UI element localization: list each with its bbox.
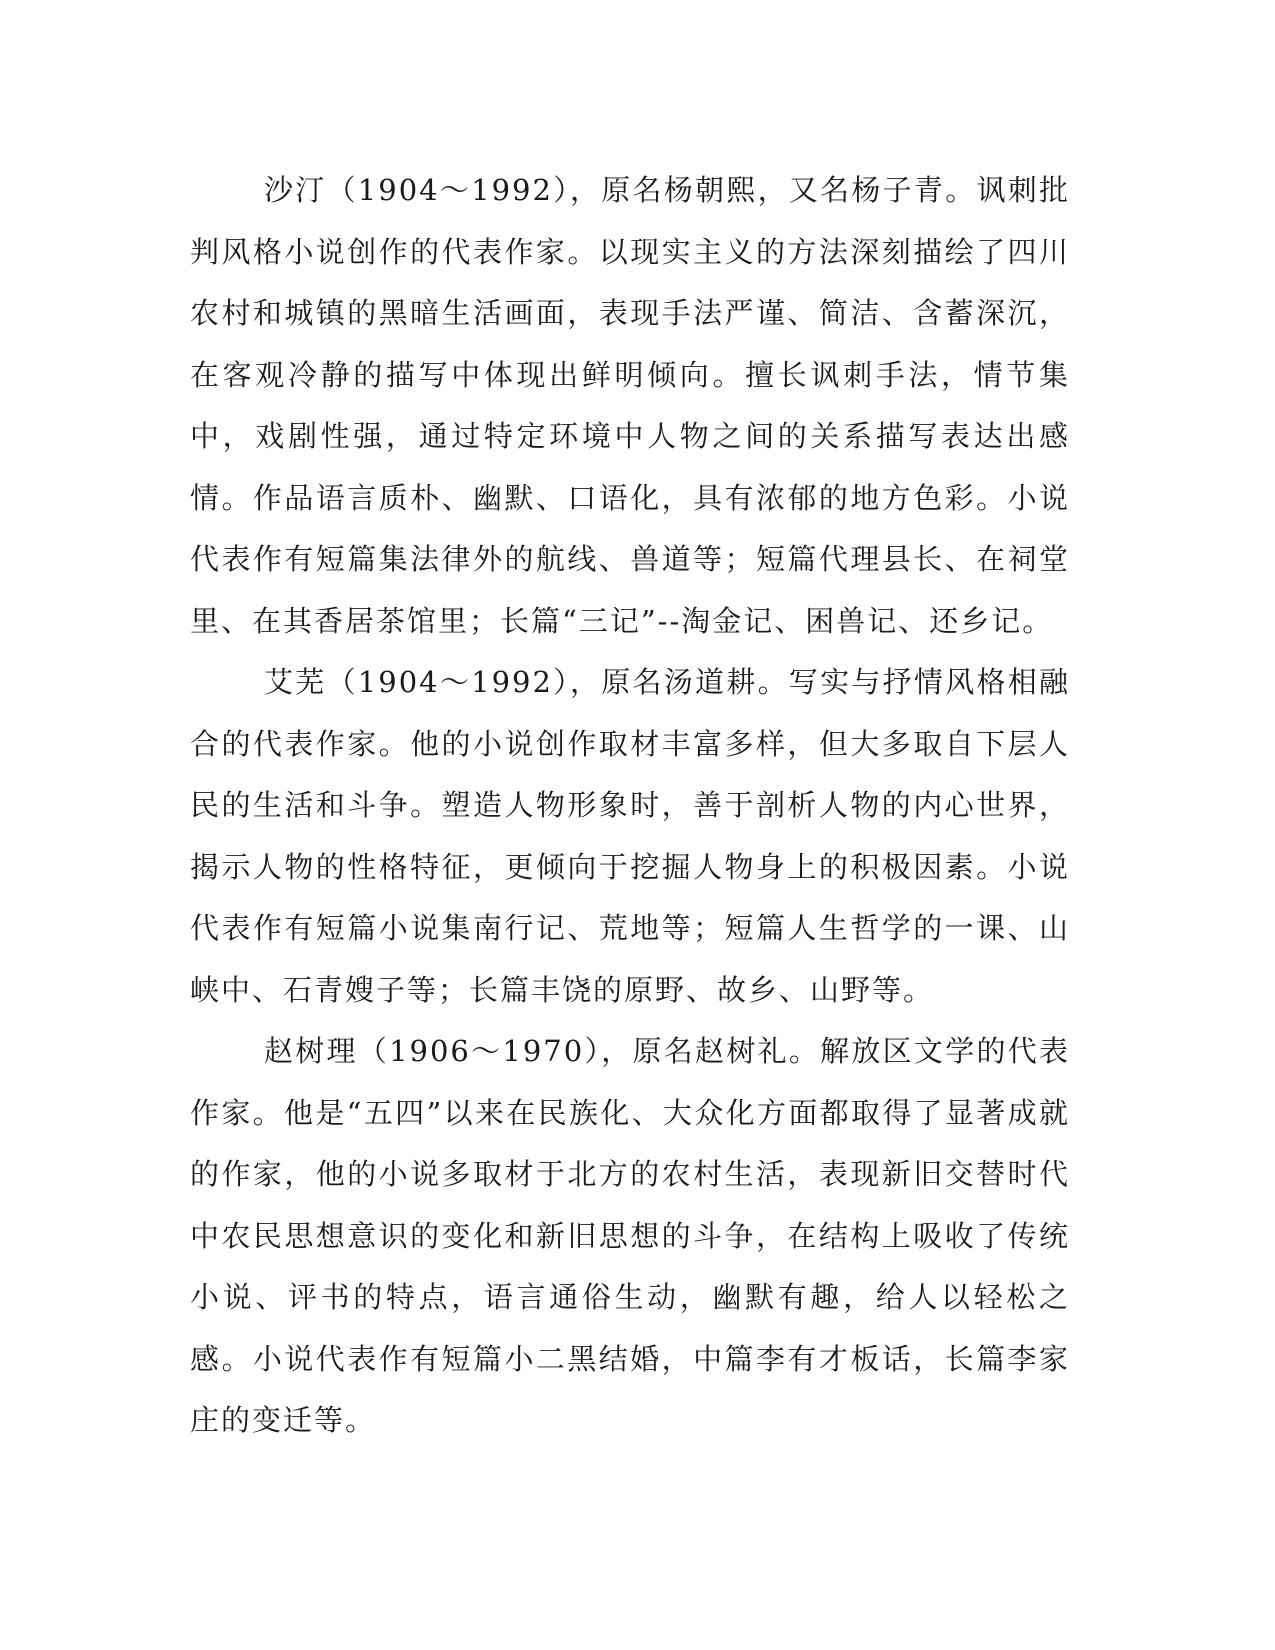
document-body: [190, 160, 1070, 1452]
paragraph-ai-wu: 艾芜（1904～1992），原名汤道耕。写实与抒情风格相融合的代表作家。他的小说创作取材丰富多样，但大多取自下层人民的生活和斗争。塑造人物形象时，善于剖析人物的内心世界，揭示人物的性格特征，更倾向于挖掘人物身上的积极因素。小说代表作有短篇小说集南行记、荒地等；短篇人生哲学的一课、山峡中、石青嫂子等；长篇丰饶的原野、故乡、山野等。: [190, 665, 1070, 1007]
paragraph-sha-ting: 沙汀（1904～1992），原名杨朝熙，又名杨子青。讽刺批判风格小说创作的代表作家。以现实主义的方法深刻描绘了四川农村和城镇的黑暗生活画面，表现手法严谨、简洁、含蓄深沉，在客观冷静的描写中体现出鲜明倾向。擅长讽刺手法，情节集中，戏剧性强，通过特定环境中人物之间的关系描写表达出感情。作品语言质朴、幽默、口语化，具有浓郁的地方色彩。小说代表作有短篇集法律外的航线、兽道等；短篇代理县长、在祠堂里、在其香居茶馆里；长篇“三记”--淘金记、困兽记、还乡记。: [190, 173, 1070, 638]
paragraph-zhao-shuli: 赵树理（1906～1970），原名赵树礼。解放区文学的代表作家。他是“五四”以来在民族化、大众化方面都取得了显著成就的作家，他的小说多取材于北方的农村生活，表现新旧交替时代中农民思想意识的变化和新旧思想的斗争，在结构上吸收了传统小说、评书的特点，语言通俗生动，幽默有趣，给人以轻松之感。小说代表作有短篇小二黑结婚，中篇李有才板话，长篇李家庄的变迁等。: [190, 1034, 1070, 1437]
